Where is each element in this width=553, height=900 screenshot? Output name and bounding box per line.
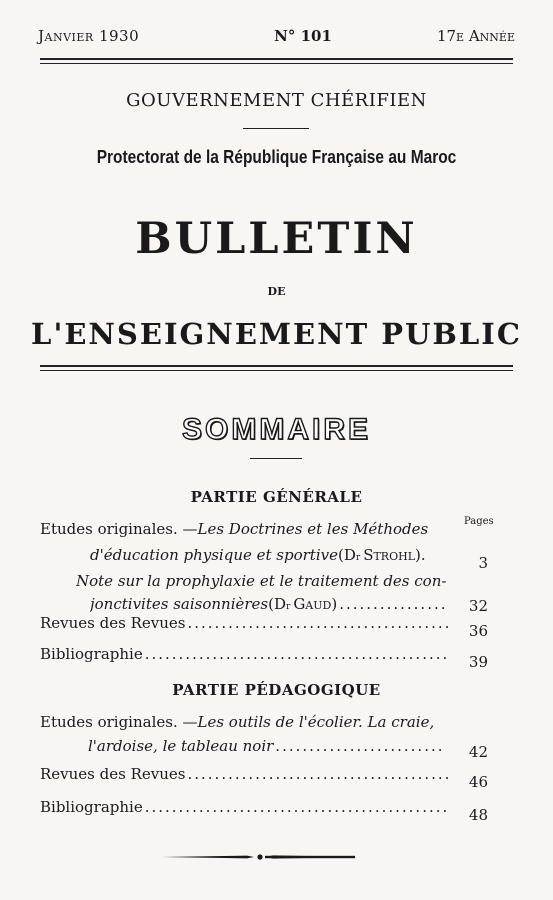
author-name: Gaud bbox=[293, 595, 332, 613]
toc-entry-continuation: l'ardoise, le tableau noir ..... bbox=[88, 737, 448, 755]
masthead-rule bbox=[40, 365, 513, 371]
pages-column-label: Pages bbox=[464, 516, 494, 527]
page-number: 39 bbox=[468, 653, 488, 671]
entry-lead: Etudes originales. — bbox=[40, 520, 198, 538]
toc-entry[interactable] bbox=[40, 614, 455, 632]
issue-header bbox=[38, 27, 515, 45]
toc-entry-continuation: jonctivites saisonnières (D $_r$ Gaud ) ..... bbox=[90, 595, 455, 613]
entry-title: Bibliographie bbox=[40, 645, 143, 663]
issue-date: Janvier 1930 bbox=[38, 27, 140, 45]
publication-subtitle: L'ENSEIGNEMENT PUBLIC bbox=[31, 317, 522, 351]
author-name: Strohl bbox=[363, 546, 415, 564]
toc-entry[interactable] bbox=[40, 765, 455, 783]
section-title-pedagogical: PARTIE PÉDAGOGIQUE bbox=[172, 681, 381, 699]
toc-entry[interactable] bbox=[40, 520, 460, 538]
section-title-general: PARTIE GÉNÉRALE bbox=[190, 488, 363, 506]
header-rule bbox=[40, 58, 513, 64]
toc-entry[interactable] bbox=[40, 713, 470, 731]
entry-title: Note sur la prophylaxie et le traitement des con- bbox=[76, 572, 447, 590]
page-number: 3 bbox=[478, 554, 488, 572]
page-number: 46 bbox=[468, 773, 488, 791]
entry-title: Bibliographie bbox=[40, 798, 143, 816]
toc-entry-continuation: d'éducation physique et sportive (D $_r$ Strohl ). bbox=[90, 546, 426, 564]
entry-lead: Etudes originales. — bbox=[40, 713, 198, 731]
page-number: 42 bbox=[468, 743, 488, 761]
government-line: GOUVERNEMENT CHÉRIFIEN bbox=[126, 90, 427, 111]
ornament-rule-icon bbox=[162, 852, 358, 862]
protectorate-line: Protectorat de la République Française au Maroc bbox=[96, 147, 457, 167]
divider-rule bbox=[243, 128, 309, 129]
toc-entry[interactable] bbox=[76, 572, 476, 590]
toc-entry[interactable] bbox=[40, 645, 455, 663]
contents-heading: SOMMAIRE bbox=[182, 413, 371, 446]
entry-title: Revues des Revues bbox=[40, 765, 186, 783]
page-number: 36 bbox=[468, 622, 488, 640]
entry-title: Revues des Revues bbox=[40, 614, 186, 632]
page-number: 32 bbox=[468, 597, 488, 615]
issue-number: N° 101 bbox=[274, 27, 332, 45]
issue-year: 17e Année bbox=[436, 27, 515, 45]
title-connector: DE bbox=[267, 285, 286, 298]
toc-entry[interactable] bbox=[40, 798, 455, 816]
divider-rule bbox=[250, 458, 302, 459]
entry-title: Les Doctrines et les Méthodes bbox=[197, 520, 429, 538]
page-number: 48 bbox=[468, 806, 488, 824]
entry-title: Les outils de l'écolier. La craie, bbox=[197, 713, 435, 731]
publication-title: BULLETIN bbox=[135, 214, 418, 264]
